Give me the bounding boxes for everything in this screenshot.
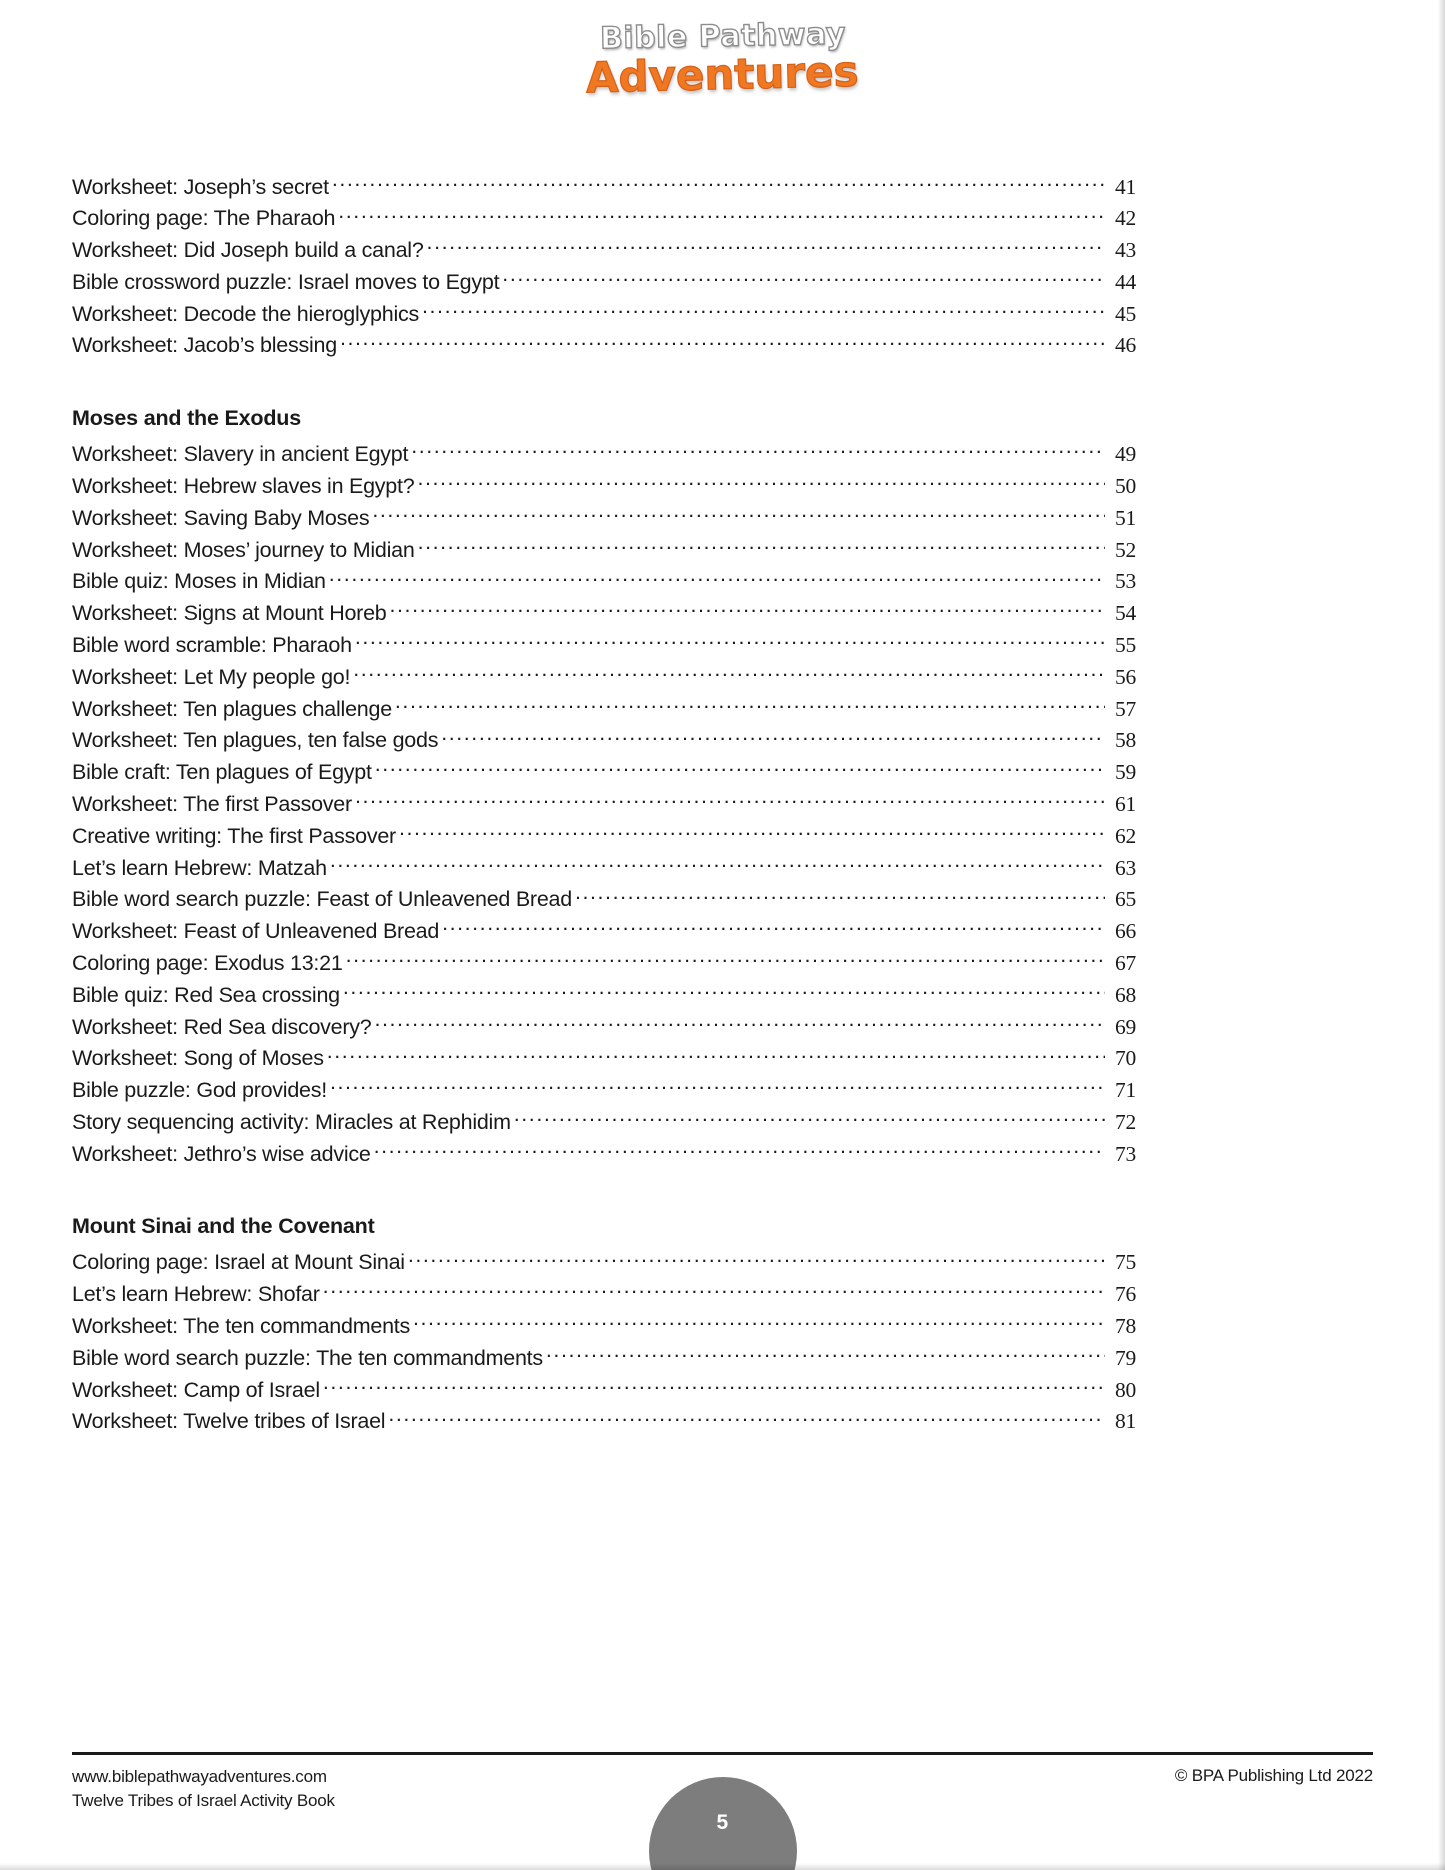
toc-entry-title: Bible quiz: Moses in Midian [72,569,326,594]
toc-entry-page-number: 76 [1115,1282,1136,1307]
toc-leader-dots [338,204,1105,226]
toc-entry-title: Worksheet: Camp of Israel [72,1377,320,1402]
toc-leader-dots [330,1076,1105,1098]
toc-leader-dots [343,980,1105,1002]
toc-entry[interactable] [72,567,1136,599]
toc-leader-dots [442,917,1105,939]
toc-entry[interactable] [72,1044,1136,1076]
toc-entry-page-number: 53 [1115,569,1136,594]
toc-entry-title: Bible word search puzzle: The ten commandments [72,1345,543,1370]
toc-leader-dots [502,267,1105,289]
toc-entry-page-number: 57 [1115,696,1136,721]
section-spacer [72,363,1136,405]
toc-entry[interactable] [72,980,1136,1012]
toc-leader-dots [332,172,1105,194]
toc-entry[interactable] [72,885,1136,917]
toc-entry[interactable] [72,204,1136,236]
toc-entry[interactable] [72,1280,1136,1312]
toc-leader-dots [408,1248,1105,1270]
toc-entry[interactable] [72,267,1136,299]
toc-entry-title: Bible crossword puzzle: Israel moves to Egypt [72,269,500,294]
toc-entry-title: Worksheet: Signs at Mount Horeb [72,601,387,626]
toc-leader-dots [413,1311,1105,1333]
toc-entry[interactable] [72,1139,1136,1171]
brand-logo [0,16,1445,103]
toc-entry[interactable] [72,172,1136,204]
toc-entry[interactable] [72,1343,1136,1375]
toc-entry-page-number: 61 [1115,791,1136,816]
toc-leader-dots [395,694,1105,716]
toc-entry-page-number: 81 [1115,1409,1136,1434]
toc-entry-page-number: 67 [1115,950,1136,975]
toc-entry-title: Worksheet: Ten plagues challenge [72,696,392,721]
toc-leader-dots [388,1407,1105,1429]
toc-entry[interactable] [72,948,1136,980]
toc-entry-page-number: 68 [1115,982,1136,1007]
toc-entry-title: Worksheet: Did Joseph build a canal? [72,238,424,263]
toc-entry-title: Worksheet: Slavery in ancient Egypt [72,442,409,467]
toc-entry[interactable] [72,853,1136,885]
toc-entry[interactable] [72,917,1136,949]
toc-leader-dots [329,567,1105,589]
toc-entry-page-number: 71 [1115,1078,1136,1103]
toc-leader-dots [340,331,1105,353]
toc-entry-title: Worksheet: Decode the hieroglyphics [72,301,419,326]
toc-leader-dots [323,1280,1105,1302]
toc-entry-page-number: 54 [1115,601,1136,626]
toc-entry[interactable] [72,726,1136,758]
toc-leader-dots [390,599,1105,621]
toc-leader-dots [353,662,1105,684]
toc-leader-dots [355,789,1105,811]
toc-entry-title: Coloring page: Israel at Mount Sinai [72,1250,405,1275]
toc-leader-dots [374,1012,1105,1034]
toc-entry-page-number: 62 [1115,823,1136,848]
toc-entry-page-number: 69 [1115,1014,1136,1039]
toc-entry[interactable] [72,694,1136,726]
toc-leader-dots [374,1139,1105,1161]
toc-entry-page-number: 49 [1115,442,1136,467]
toc-entry[interactable] [72,299,1136,331]
toc-entry-page-number: 58 [1115,728,1136,753]
toc-entry-page-number: 59 [1115,760,1136,785]
toc-entry-page-number: 46 [1115,333,1136,358]
toc-entry-page-number: 56 [1115,664,1136,689]
section-heading: Mount Sinai and the Covenant [72,1213,375,1238]
toc-entry[interactable] [72,1311,1136,1343]
toc-leader-dots [427,236,1105,258]
toc-leader-dots [417,471,1105,493]
toc-entry[interactable] [72,503,1136,535]
toc-entry-page-number: 55 [1115,632,1136,657]
toc-entry-title: Worksheet: Feast of Unleavened Bread [72,919,440,944]
toc-entry-title: Worksheet: Jethro’s wise advice [72,1141,371,1166]
toc-entry[interactable] [72,821,1136,853]
toc-leader-dots [327,1044,1105,1066]
toc-entry[interactable] [72,630,1136,662]
toc-entry[interactable] [72,599,1136,631]
toc-entry[interactable] [72,758,1136,790]
section-heading: Moses and the Exodus [72,405,301,430]
toc-entry-title: Let’s learn Hebrew: Shofar [72,1282,320,1307]
toc-entry-title: Bible quiz: Red Sea crossing [72,982,340,1007]
toc-entry[interactable] [72,1107,1136,1139]
toc-entry-title: Worksheet: Hebrew slaves in Egypt? [72,473,415,498]
toc-leader-dots [355,630,1105,652]
toc-leader-dots [422,299,1105,321]
toc-entry-page-number: 80 [1115,1377,1136,1402]
toc-entry-title: Worksheet: Twelve tribes of Israel [72,1409,386,1434]
footer-book-title: Twelve Tribes of Israel Activity Book [72,1791,335,1811]
toc-leader-dots [546,1343,1105,1365]
toc-entry-page-number: 79 [1115,1345,1136,1370]
toc-entry-title: Worksheet: Saving Baby Moses [72,505,370,530]
toc-entry-page-number: 73 [1115,1141,1136,1166]
toc-entry-page-number: 75 [1115,1250,1136,1275]
toc-entry-page-number: 52 [1115,537,1136,562]
toc-entry[interactable] [72,440,1136,472]
section-spacer [72,1171,1136,1213]
toc-entry[interactable] [72,471,1136,503]
toc-entry-page-number: 66 [1115,919,1136,944]
toc-entry-title: Let’s learn Hebrew: Matzah [72,855,327,880]
toc-entry-page-number: 78 [1115,1313,1136,1338]
toc-leader-dots [330,853,1105,875]
toc-entry-title: Worksheet: Moses’ journey to Midian [72,537,415,562]
footer-divider [72,1752,1373,1755]
toc-entry-title: Worksheet: Ten plagues, ten false gods [72,728,439,753]
toc-entry-page-number: 44 [1115,269,1136,294]
toc-leader-dots [375,758,1105,780]
toc-entry-title: Coloring page: Exodus 13:21 [72,950,343,975]
toc-entry-page-number: 41 [1115,174,1136,199]
toc-entry-title: Bible word search puzzle: Feast of Unleavened Bread [72,887,572,912]
toc-entry-page-number: 51 [1115,505,1136,530]
toc-entry[interactable] [72,662,1136,694]
toc-entry-title: Worksheet: The ten commandments [72,1313,411,1338]
toc-leader-dots [411,440,1105,462]
toc-entry[interactable] [72,331,1136,363]
toc-entry-title: Worksheet: Red Sea discovery? [72,1014,372,1039]
toc-entry-page-number: 42 [1115,206,1136,231]
table-of-contents [72,172,1136,1439]
footer-left-block [72,1765,335,1813]
toc-entry-page-number: 50 [1115,473,1136,498]
toc-entry[interactable] [72,1076,1136,1108]
toc-leader-dots [441,726,1105,748]
toc-leader-dots [514,1107,1105,1129]
toc-leader-dots [372,503,1105,525]
toc-entry-title: Worksheet: Let My people go! [72,664,351,689]
page-edge-shadow-right [1438,0,1445,1870]
toc-entry-page-number: 72 [1115,1109,1136,1134]
toc-entry[interactable] [72,535,1136,567]
toc-entry-title: Story sequencing activity: Miracles at Rephidim [72,1109,511,1134]
footer-copyright: © BPA Publishing Ltd 2022 [1174,1766,1373,1785]
toc-entry-page-number: 63 [1115,855,1136,880]
toc-entry-page-number: 45 [1115,301,1136,326]
toc-entry-page-number: 43 [1115,238,1136,263]
toc-entry[interactable] [72,1248,1136,1280]
toc-entry[interactable] [72,236,1136,268]
toc-entry[interactable] [72,1012,1136,1044]
toc-entry-title: Bible puzzle: God provides! [72,1078,327,1103]
page-number: 5 [716,1811,729,1834]
logo-text-secondary: Adventures [585,46,860,103]
logo-text-primary: Bible Pathway [599,16,846,57]
toc-leader-dots [575,885,1105,907]
toc-entry-title: Worksheet: The first Passover [72,791,352,816]
toc-entry-page-number: 70 [1115,1046,1136,1071]
toc-entry[interactable] [72,1407,1136,1439]
toc-leader-dots [399,821,1105,843]
toc-leader-dots [323,1375,1105,1397]
footer-website: www.biblepathwayadventures.com [72,1767,327,1786]
toc-entry-title: Coloring page: The Pharaoh [72,206,336,231]
toc-entry[interactable] [72,789,1136,821]
toc-entry-title: Worksheet: Joseph’s secret [72,174,329,199]
toc-entry[interactable] [72,1375,1136,1407]
toc-entry-title: Bible word scramble: Pharaoh [72,632,352,657]
toc-entry-title: Bible craft: Ten plagues of Egypt [72,760,372,785]
toc-leader-dots [418,535,1105,557]
toc-leader-dots [346,948,1105,970]
toc-entry-title: Worksheet: Song of Moses [72,1046,324,1071]
toc-entry-page-number: 65 [1115,887,1136,912]
toc-entry-title: Creative writing: The first Passover [72,823,396,848]
toc-entry-title: Worksheet: Jacob’s blessing [72,333,337,358]
